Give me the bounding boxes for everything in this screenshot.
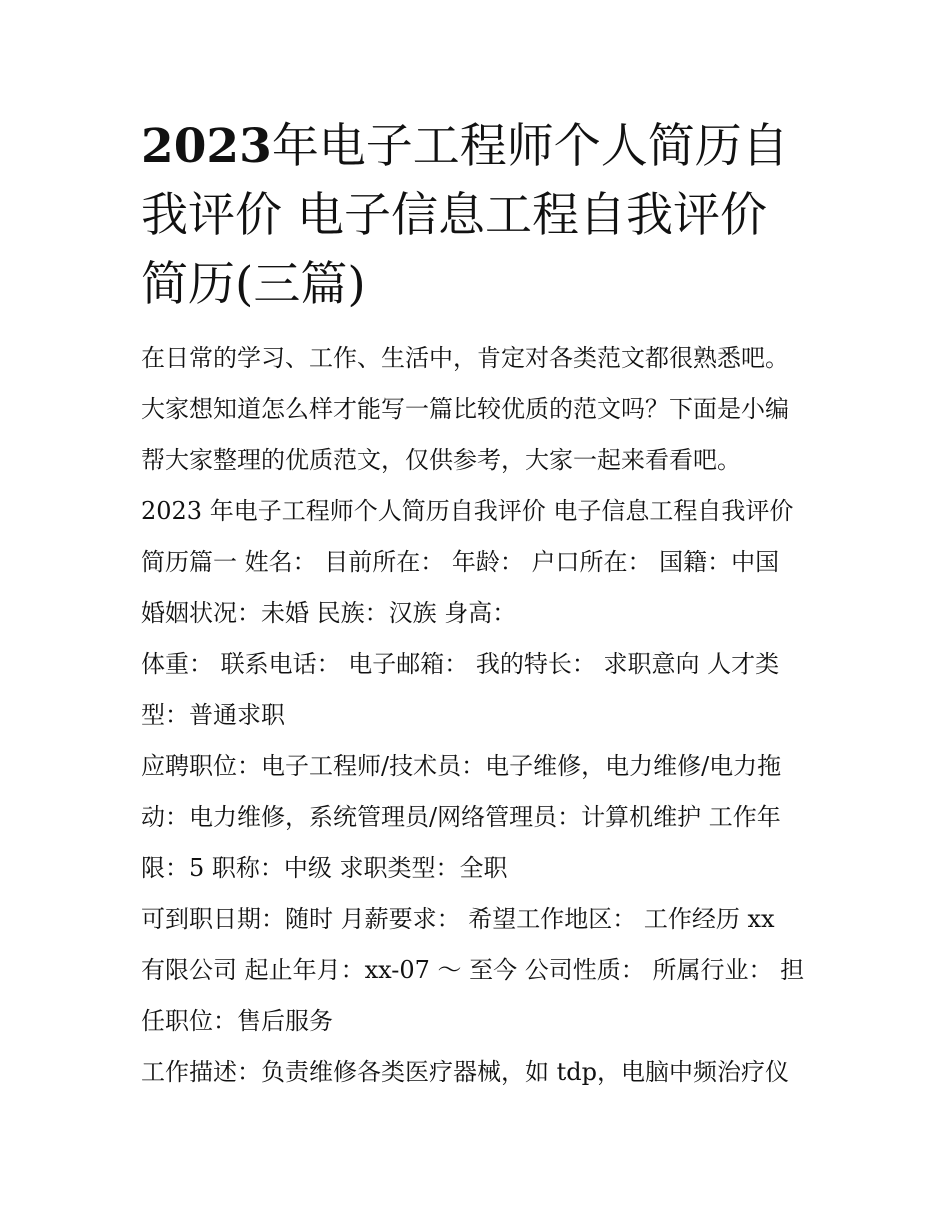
body-line: 工作描述：负责维修各类医疗器械，如 tdp，电脑中频治疗仪	[141, 1058, 789, 1086]
body-line: 有限公司 起止年月：xx-07 ～ 至今 公司性质： 所属行业： 担	[141, 956, 805, 984]
body-line: 体重： 联系电话： 电子邮箱： 我的特长： 求职意向 人才类	[141, 650, 780, 678]
document-title	[141, 112, 821, 319]
body-line: 2023 年电子工程师个人简历自我评价 电子信息工程自我评价	[141, 497, 794, 525]
document-body	[141, 333, 821, 1098]
body-line: 婚姻状况：未婚 民族：汉族 身高：	[141, 599, 517, 627]
body-line: 型：普通求职	[141, 701, 285, 729]
body-line: 任职位：售后服务	[141, 1007, 333, 1035]
body-line: 在日常的学习、工作、生活中，肯定对各类范文都很熟悉吧。	[141, 344, 789, 372]
body-line: 动：电力维修，系统管理员/网络管理员：计算机维护 工作年	[141, 803, 781, 831]
title-year: 2023	[141, 119, 272, 174]
body-line: 限：5 职称：中级 求职类型：全职	[141, 854, 508, 882]
title-line-1	[141, 112, 821, 181]
document-page	[141, 112, 821, 1098]
body-line: 可到职日期：随时 月薪要求： 希望工作地区： 工作经历 xx	[141, 905, 775, 933]
body-line: 简历篇一 姓名： 目前所在： 年龄： 户口所在： 国籍：中国	[141, 548, 780, 576]
title-line-2: 我评价 电子信息工程自我评价	[141, 188, 767, 243]
title-line-1-text: 年电子工程师个人简历自	[271, 119, 789, 174]
body-line: 大家想知道怎么样才能写一篇比较优质的范文吗？下面是小编	[141, 395, 789, 423]
body-line: 帮大家整理的优质范文，仅供参考，大家一起来看看吧。	[141, 446, 741, 474]
title-line-3: 简历(三篇)	[141, 257, 366, 312]
body-line: 应聘职位：电子工程师/技术员：电子维修，电力维修/电力拖	[141, 752, 782, 780]
